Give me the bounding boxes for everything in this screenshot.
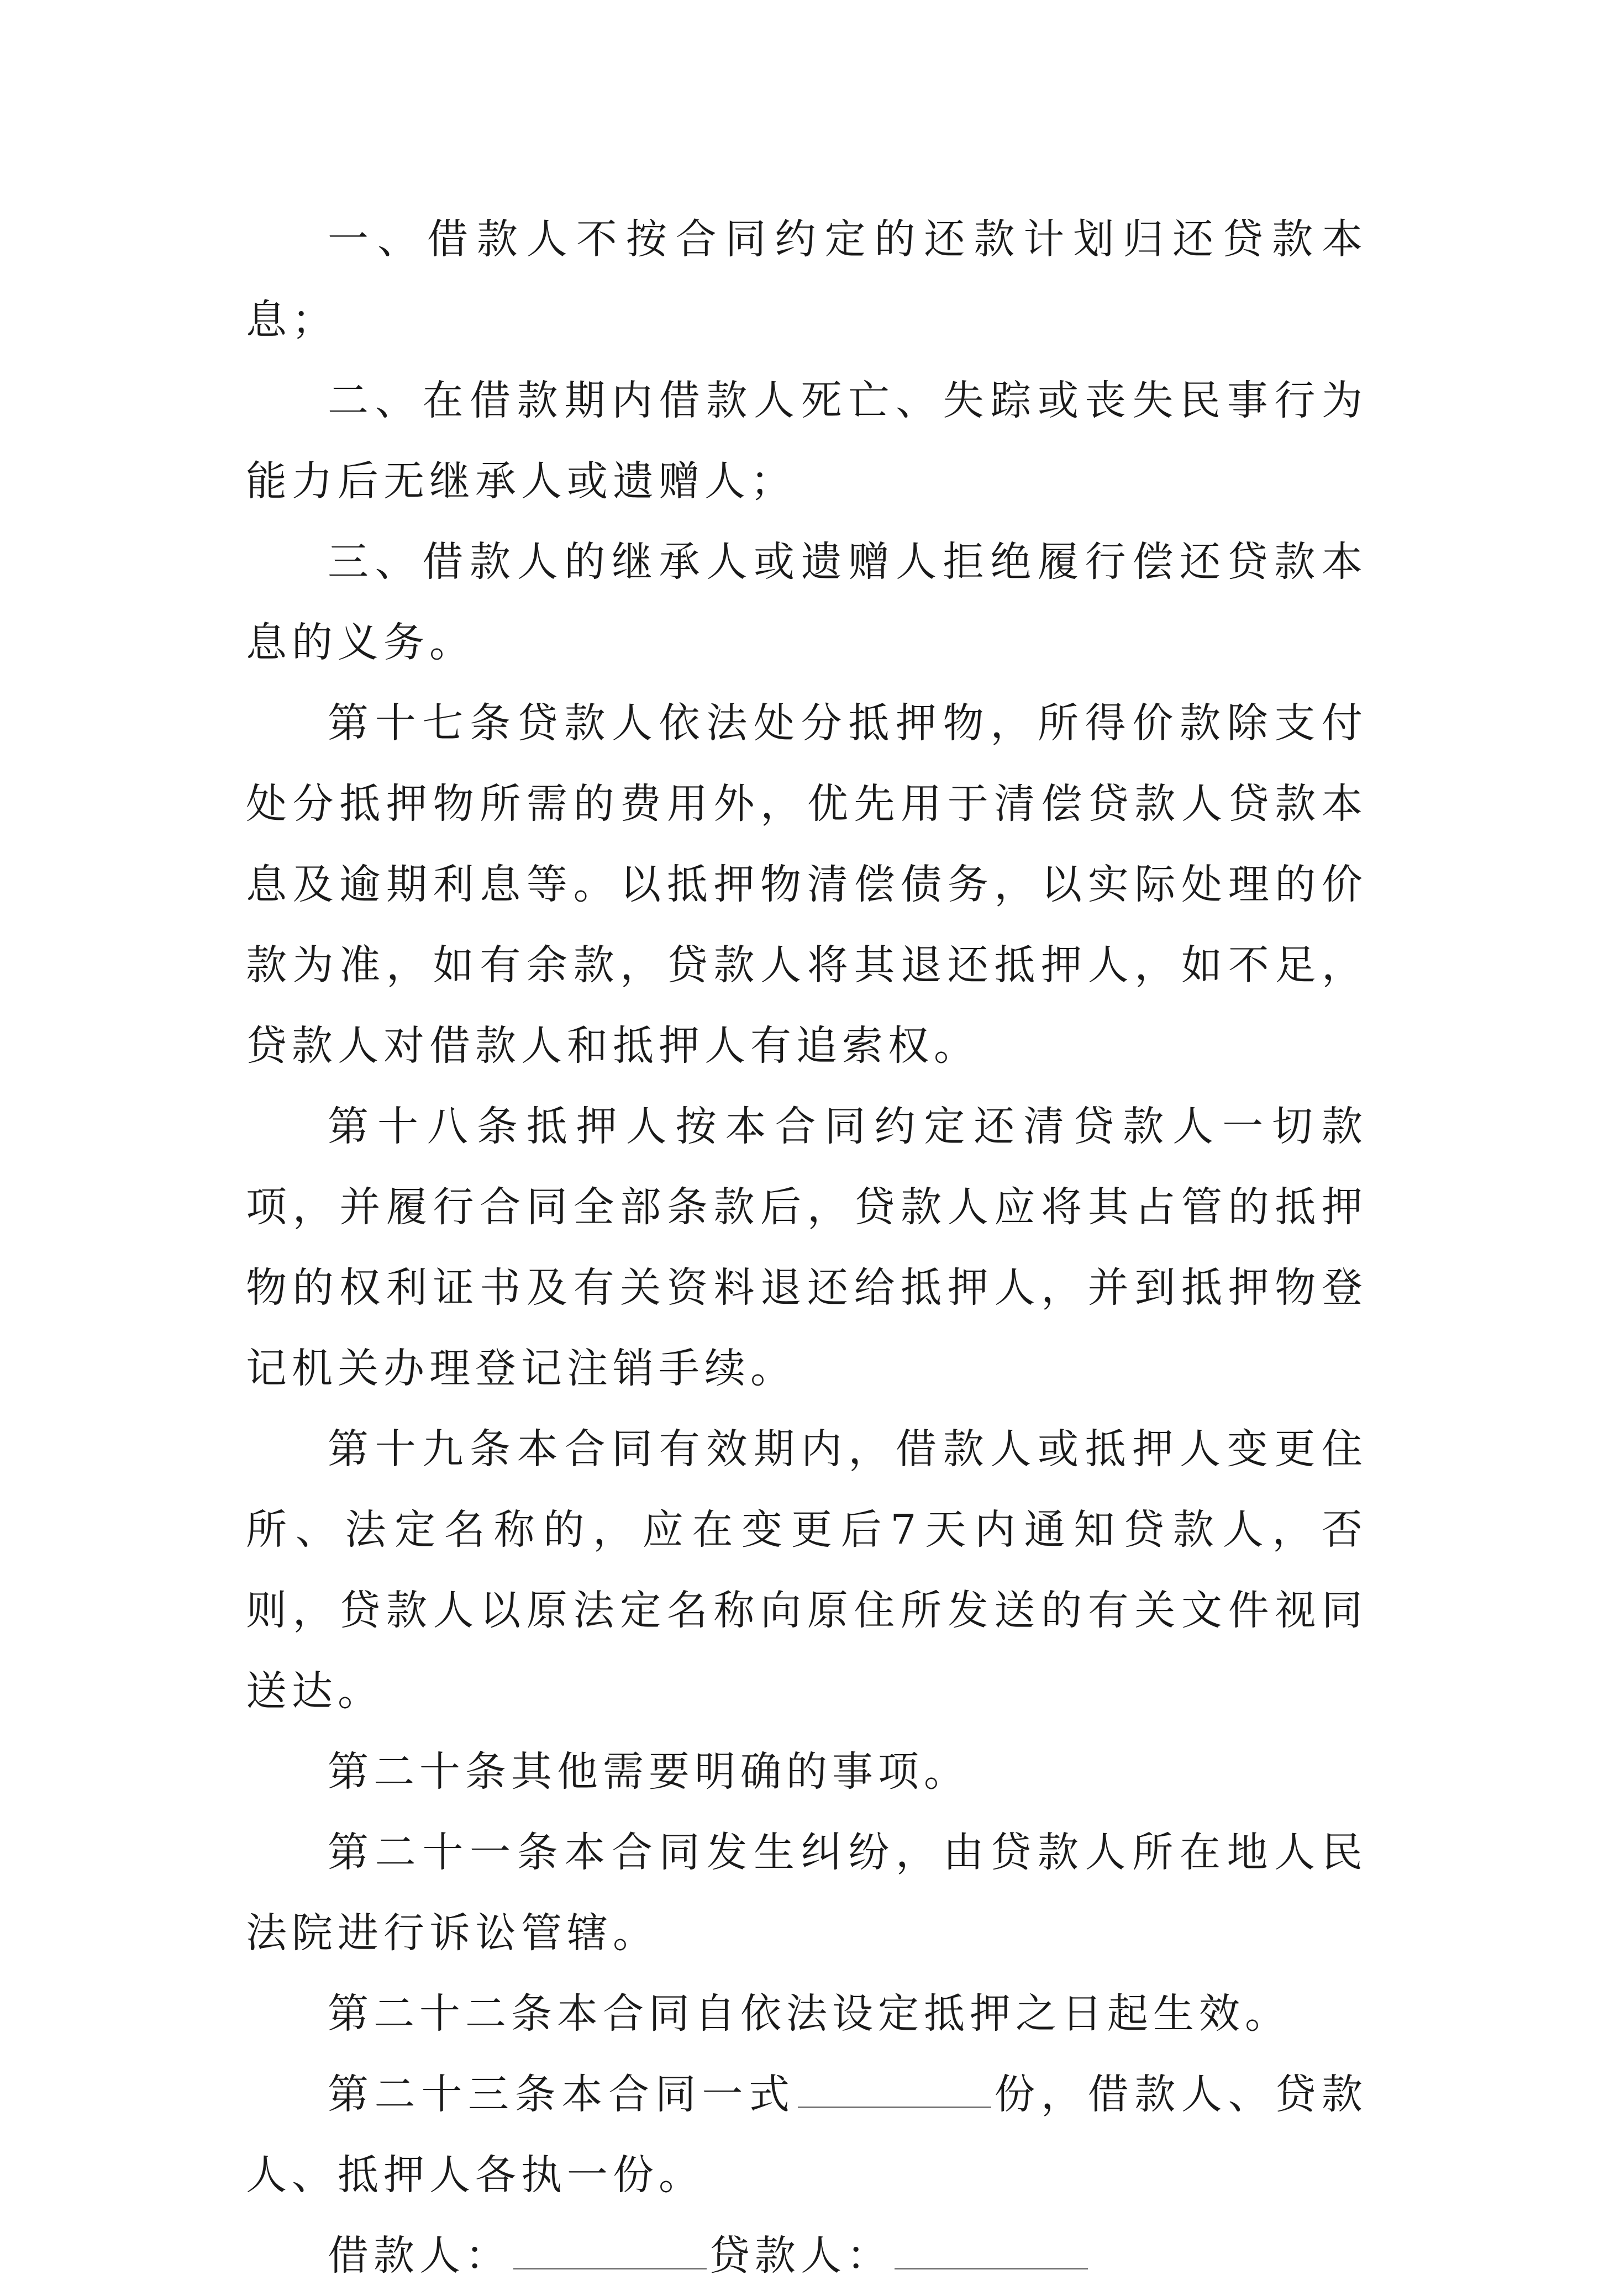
borrower-signature-blank[interactable]: [513, 2229, 707, 2269]
paragraph-clause-3: 三、借款人的继承人或遗赠人拒绝履行偿还贷款本息的义务。: [246, 538, 1367, 666]
borrower-label: 借款人：: [328, 2232, 511, 2279]
paragraph-article-20: 第二十条其他需要明确的事项。: [328, 1748, 970, 1795]
copies-count-blank[interactable]: [798, 2068, 991, 2108]
paragraph-article-22: 第二十二条本合同自依法设定抵押之日起生效。: [328, 1990, 1291, 2037]
paragraph-clause-2: 二、在借款期内借款人死亡、失踪或丧失民事行为能力后无继承人或遗赠人；: [246, 377, 1367, 505]
copies-clause-lead: 第二十三条本合同一式: [328, 2071, 796, 2118]
lender-label: 贷款人：: [709, 2232, 892, 2279]
lender-signature-blank[interactable]: [895, 2229, 1088, 2269]
paragraph-article-19: 第十九条本合同有效期内，借款人或抵押人变更住所、法定名称的，应在变更后7天内通知贷款人，否则，贷款人以原法定名称向原住所发送的有关文件视同送达。: [246, 1425, 1367, 1715]
signature-line: [246, 2215, 1367, 2296]
paragraph-article-18: 第十八条抵押人按本合同约定还清贷款人一切款项，并履行合同全部条款后，贷款人应将其占管的抵押物的权利证书及有关资料退还给抵押人，并到抵押物登记机关办理登记注销手续。: [246, 1103, 1367, 1392]
copies-clause-tail: 份，借款人、贷款人、抵押人各执一份。: [246, 2071, 1368, 2199]
paragraph-clause-1: 一、借款人不按合同约定的还款计划归还贷款本息；: [246, 215, 1367, 344]
paragraph-article-17: 第十七条贷款人依法处分抵押物，所得价款除支付处分抵押物所需的费用外，优先用于清偿贷款人贷款本息及逾期利息等。以抵押物清偿债务，以实际处理的价款为准，如有余款，贷款人将其退还抵押人，如不足，贷款人对借款人和抵押人有追索权。: [246, 699, 1367, 1070]
paragraph-article-23: [246, 2054, 1367, 2215]
contract-body: [246, 199, 1367, 2296]
paragraph-article-21: 第二十一条本合同发生纠纷，由贷款人所在地人民法院进行诉讼管辖。: [246, 1829, 1367, 1957]
